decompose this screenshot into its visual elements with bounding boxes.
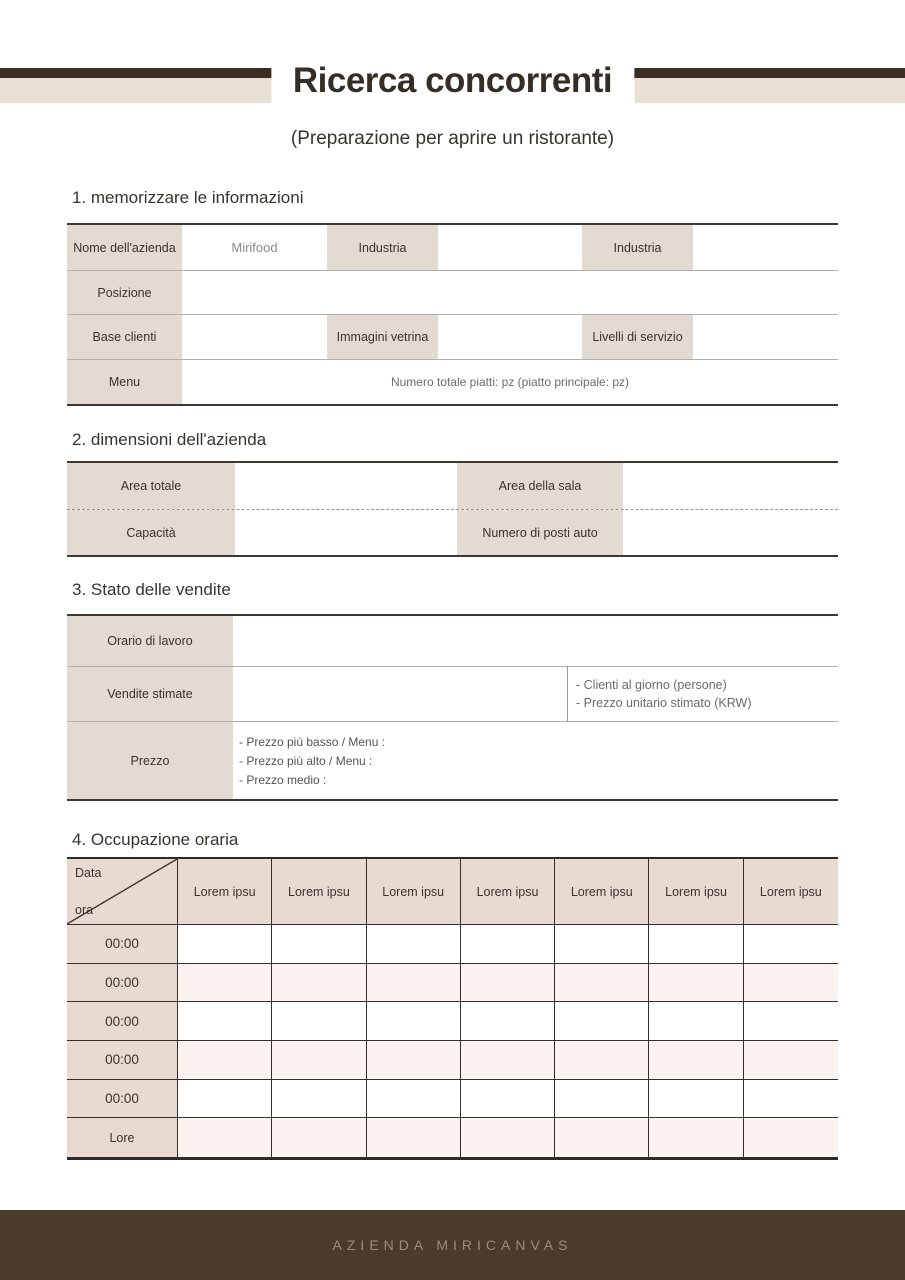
occupancy-cell [367, 1041, 461, 1080]
hour-row-label: Lore [67, 1118, 178, 1157]
occupancy-cell [555, 1002, 649, 1041]
note-clients-per-day: - Clienti al giorno (persone) [576, 678, 727, 692]
service-levels-label: Livelli di servizio [582, 315, 693, 359]
occupancy-cell [461, 925, 555, 964]
occupancy-cell [461, 1118, 555, 1157]
occupancy-cell [555, 1118, 649, 1157]
occupancy-cell [555, 964, 649, 1003]
industry-label-2: Industria [582, 225, 693, 270]
content [67, 188, 838, 1160]
value-cell [438, 225, 582, 270]
industry-label-1: Industria [327, 225, 438, 270]
value-cell [233, 667, 567, 721]
value-cell [182, 315, 327, 359]
value-cell [623, 463, 838, 509]
parking-spots-label: Numero di posti auto [457, 510, 623, 555]
table-row [67, 509, 838, 555]
column-header: Lorem ipsu [744, 859, 838, 925]
occupancy-cell [461, 1041, 555, 1080]
section1-table [67, 223, 838, 406]
occupancy-cell [649, 925, 743, 964]
average-price-line: - Prezzo medio : [239, 772, 327, 787]
occupancy-cell [649, 1080, 743, 1119]
company-name-label: Nome dell'azienda [67, 225, 182, 270]
customer-base-label: Base clienti [67, 315, 182, 359]
column-header: Lorem ipsu [272, 859, 366, 925]
menu-hint: Numero totale piatti: pz (piatto principale: pz) [182, 360, 838, 404]
occupancy-cell [178, 925, 272, 964]
occupancy-cell [367, 1002, 461, 1041]
occupancy-cell [272, 1080, 366, 1119]
occupancy-cell [367, 1080, 461, 1119]
section3-heading: 3. Stato delle vendite [72, 580, 231, 599]
occupancy-cell [744, 1002, 838, 1041]
occupancy-cell [744, 925, 838, 964]
occupancy-cell [272, 925, 366, 964]
occupancy-cell [744, 1118, 838, 1157]
hour-row-label: 00:00 [67, 1041, 178, 1080]
value-cell [693, 225, 838, 270]
hour-row-label: 00:00 [67, 964, 178, 1003]
company-name-value: Mirifood [182, 225, 327, 270]
occupancy-cell [744, 1041, 838, 1080]
lowest-price-line: - Prezzo più basso / Menu : [239, 734, 386, 749]
occupancy-cell [461, 1002, 555, 1041]
occupancy-cell [367, 964, 461, 1003]
value-cell [233, 616, 838, 666]
table-row [67, 359, 838, 404]
occupancy-cell [272, 964, 366, 1003]
price-lines [233, 722, 838, 799]
occupancy-cell [367, 925, 461, 964]
occupancy-cell [649, 1041, 743, 1080]
value-cell [235, 510, 457, 555]
footer [0, 1210, 905, 1280]
highest-price-line: - Prezzo più alto / Menu : [239, 753, 373, 768]
value-cell [235, 463, 457, 509]
occupancy-cell [744, 1080, 838, 1119]
section4-heading: 4. Occupazione oraria [72, 830, 239, 849]
value-cell [182, 271, 838, 314]
occupancy-cell [272, 1118, 366, 1157]
header-band [0, 61, 905, 103]
corner-date-label: Data [75, 866, 102, 880]
column-header: Lorem ipsu [649, 859, 743, 925]
section1-heading: 1. memorizzare le informazioni [72, 188, 304, 207]
section2-heading: 2. dimensioni dell'azienda [72, 430, 267, 449]
estimated-sales-label: Vendite stimate [67, 667, 233, 721]
occupancy-cell [272, 1041, 366, 1080]
occupancy-cell [178, 1041, 272, 1080]
occupancy-cell [649, 1118, 743, 1157]
table-row [67, 270, 838, 314]
total-area-label: Area totale [67, 463, 235, 509]
column-header: Lorem ipsu [367, 859, 461, 925]
occupancy-cell [461, 964, 555, 1003]
occupancy-cell [367, 1118, 461, 1157]
working-hours-label: Orario di lavoro [67, 616, 233, 666]
occupancy-cell [555, 1041, 649, 1080]
occupancy-cell [178, 964, 272, 1003]
price-label: Prezzo [67, 722, 233, 799]
table-row [67, 721, 838, 799]
occupancy-cell [555, 1080, 649, 1119]
occupancy-cell [461, 1080, 555, 1119]
menu-label: Menu [67, 360, 182, 404]
column-header: Lorem ipsu [178, 859, 272, 925]
value-cell [438, 315, 582, 359]
section2-table [67, 461, 838, 557]
hour-row-label: 00:00 [67, 925, 178, 964]
occupancy-cell [272, 1002, 366, 1041]
hour-row-label: 00:00 [67, 1080, 178, 1119]
hour-row-label: 00:00 [67, 1002, 178, 1041]
storefront-images-label: Immagini vetrina [327, 315, 438, 359]
section3-table [67, 614, 838, 801]
occupancy-cell [649, 1002, 743, 1041]
occupancy-cell [178, 1118, 272, 1157]
corner-hour-label: ora [75, 903, 94, 917]
value-cell [693, 315, 838, 359]
occupancy-cell [555, 925, 649, 964]
note-unit-price: - Prezzo unitario stimato (KRW) [576, 696, 752, 710]
footer-brand-text: AZIENDA MIRICANVAS [332, 1237, 573, 1253]
column-header: Lorem ipsu [555, 859, 649, 925]
table-row [67, 225, 838, 270]
table-row [67, 666, 838, 721]
value-cell [623, 510, 838, 555]
page-title: Ricerca concorrenti [292, 61, 613, 100]
occupancy-cell [649, 964, 743, 1003]
table-row [67, 314, 838, 359]
column-header: Lorem ipsu [461, 859, 555, 925]
page-subtitle: (Preparazione per aprire un ristorante) [290, 128, 615, 149]
occupancy-cell [744, 964, 838, 1003]
position-label: Posizione [67, 271, 182, 314]
hall-area-label: Area della sala [457, 463, 623, 509]
table-row [67, 463, 838, 509]
capacity-label: Capacità [67, 510, 235, 555]
occupancy-cell [178, 1080, 272, 1119]
occupancy-cell [178, 1002, 272, 1041]
table-row [67, 616, 838, 666]
occupancy-table [67, 857, 838, 1160]
title-box [271, 55, 634, 107]
estimated-sales-notes [567, 667, 838, 721]
date-hour-corner-cell [67, 859, 178, 925]
